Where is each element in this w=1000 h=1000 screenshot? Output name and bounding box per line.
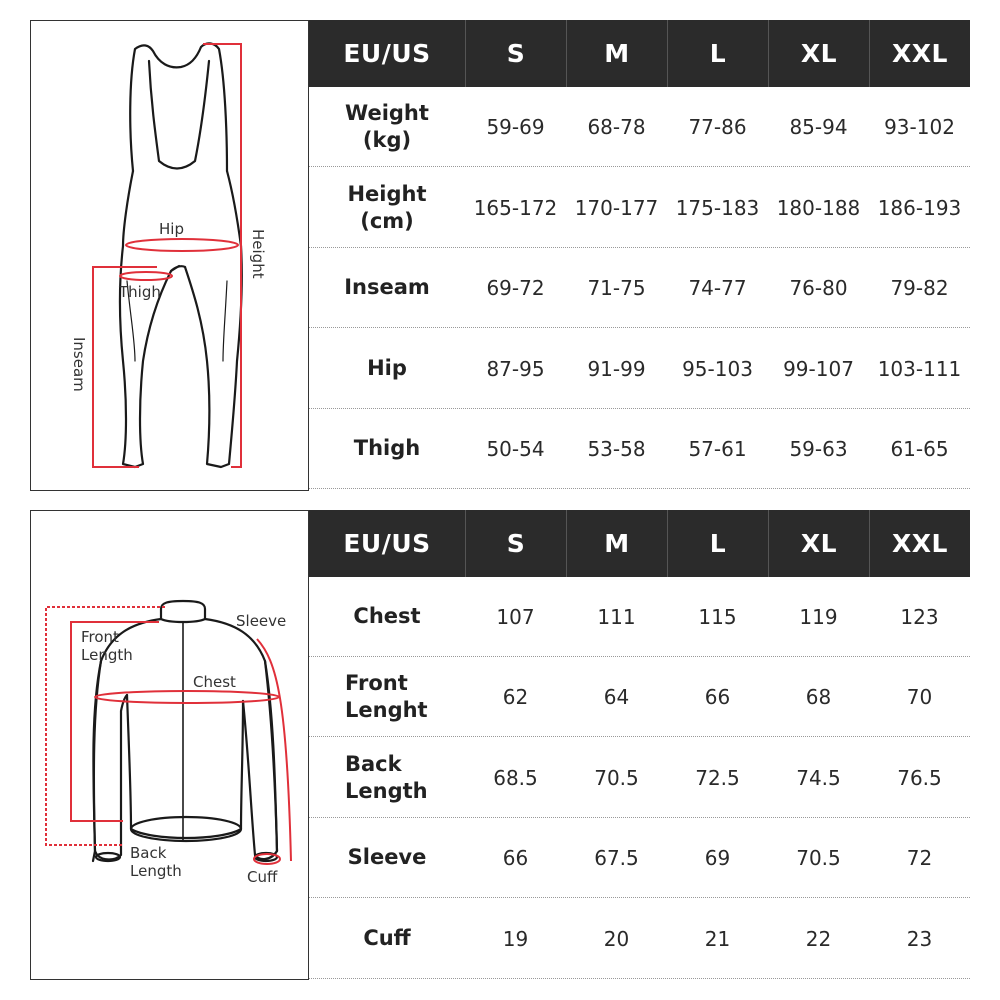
row-label-sleeve: Sleeve: [347, 845, 427, 870]
hip-label: Hip: [159, 220, 184, 238]
table-cell: 186-193: [877, 195, 962, 220]
table-row: [309, 87, 970, 167]
table-row: [309, 899, 970, 979]
table-cell: 74-77: [688, 275, 747, 300]
chest-label: Chest: [193, 673, 236, 691]
table-cell: 59-63: [789, 436, 848, 461]
table-cell: 67.5: [594, 845, 639, 870]
table-cell: 165-172: [473, 195, 558, 220]
pants-table-header: [309, 20, 970, 87]
table-cell: 95-103: [682, 356, 753, 381]
table-cell: 66: [704, 684, 731, 709]
jacket-table-header: [309, 510, 970, 577]
table-row: [309, 738, 970, 818]
header-size-xl: XL: [768, 510, 869, 577]
back-length-label: Back Length: [130, 844, 182, 880]
row-label-weight: Weight (kg): [345, 101, 429, 152]
table-cell: 62: [502, 684, 529, 709]
row-label-inseam: Inseam: [344, 275, 430, 300]
table-cell: 77-86: [688, 114, 747, 139]
table-cell: 119: [799, 604, 838, 629]
table-cell: 85-94: [789, 114, 848, 139]
height-label: Height: [249, 229, 267, 279]
table-row: [309, 657, 970, 737]
table-cell: 21: [704, 926, 731, 951]
table-cell: 68-78: [587, 114, 646, 139]
header-size-xxl: XXL: [869, 510, 970, 577]
front-length-label: Front Length: [81, 628, 133, 664]
table-cell: 69-72: [486, 275, 545, 300]
table-cell: 50-54: [486, 436, 545, 461]
header-size-m: M: [566, 20, 667, 87]
bib-pants-illustration: [30, 20, 309, 491]
table-cell: 170-177: [574, 195, 659, 220]
header-region: EU/US: [309, 510, 465, 577]
table-cell: 22: [805, 926, 832, 951]
table-cell: 64: [603, 684, 630, 709]
table-cell: 79-82: [890, 275, 949, 300]
pants-size-table: [309, 20, 970, 491]
table-cell: 57-61: [688, 436, 747, 461]
jacket-drawing: [31, 511, 310, 981]
row-label-height: Height (cm): [347, 182, 427, 233]
table-cell: 70: [906, 684, 933, 709]
table-row: [309, 409, 970, 489]
row-label-cuff: Cuff: [363, 926, 411, 951]
table-cell: 66: [502, 845, 529, 870]
table-cell: 72.5: [695, 765, 740, 790]
table-cell: 74.5: [796, 765, 841, 790]
table-cell: 99-107: [783, 356, 854, 381]
table-cell: 107: [496, 604, 535, 629]
header-size-m: M: [566, 510, 667, 577]
row-label-chest: Chest: [353, 604, 421, 629]
table-row: [309, 248, 970, 328]
table-cell: 103-111: [877, 356, 962, 381]
cuff-label: Cuff: [247, 868, 278, 886]
table-row: [309, 818, 970, 898]
table-cell: 87-95: [486, 356, 545, 381]
row-label-front-length: Front Lenght: [345, 671, 428, 722]
table-cell: 23: [906, 926, 933, 951]
table-cell: 175-183: [675, 195, 760, 220]
table-cell: 115: [698, 604, 737, 629]
header-size-l: L: [667, 20, 768, 87]
table-cell: 19: [502, 926, 529, 951]
table-cell: 180-188: [776, 195, 861, 220]
table-cell: 59-69: [486, 114, 545, 139]
header-size-l: L: [667, 510, 768, 577]
bib-pants-drawing: [31, 21, 310, 492]
jacket-size-table: [309, 510, 970, 980]
table-cell: 70.5: [796, 845, 841, 870]
table-cell: 76.5: [897, 765, 942, 790]
row-label-back-length: Back Length: [345, 752, 428, 803]
table-cell: 71-75: [587, 275, 646, 300]
table-cell: 53-58: [587, 436, 646, 461]
row-label-thigh: Thigh: [353, 436, 421, 461]
header-size-s: S: [465, 510, 566, 577]
thigh-label: Thigh: [119, 283, 161, 301]
header-size-s: S: [465, 20, 566, 87]
table-cell: 61-65: [890, 436, 949, 461]
table-cell: 70.5: [594, 765, 639, 790]
table-cell: 111: [597, 604, 636, 629]
header-size-xl: XL: [768, 20, 869, 87]
table-row: [309, 168, 970, 248]
table-cell: 68.5: [493, 765, 538, 790]
table-row: [309, 329, 970, 409]
sleeve-label: Sleeve: [236, 612, 287, 630]
row-label-hip: Hip: [367, 356, 407, 381]
table-cell: 91-99: [587, 356, 646, 381]
table-cell: 123: [900, 604, 939, 629]
table-cell: 93-102: [884, 114, 955, 139]
header-region: EU/US: [309, 20, 465, 87]
table-cell: 68: [805, 684, 832, 709]
jacket-illustration: [30, 510, 309, 980]
inseam-label: Inseam: [70, 337, 88, 392]
header-size-xxl: XXL: [869, 20, 970, 87]
table-cell: 20: [603, 926, 630, 951]
table-cell: 69: [704, 845, 731, 870]
table-cell: 76-80: [789, 275, 848, 300]
table-cell: 72: [906, 845, 933, 870]
table-row: [309, 577, 970, 657]
